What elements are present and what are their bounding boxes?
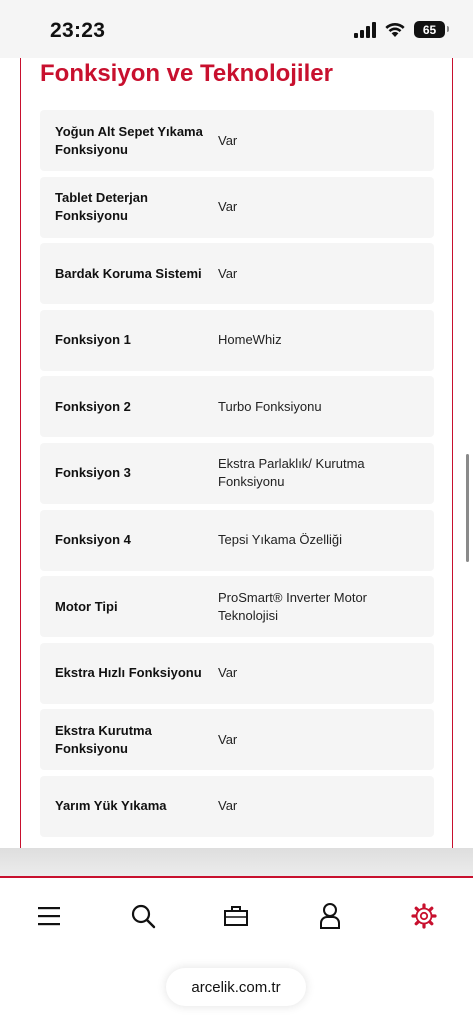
feature-row (40, 110, 434, 171)
feature-list (40, 110, 434, 843)
feature-row (40, 510, 434, 571)
feature-value: Tepsi Yıkama Özelliği (218, 532, 343, 548)
feature-value: Ekstra Parlaklık/ Kurutma Fonksiyonu (218, 456, 365, 490)
user-icon (319, 902, 341, 930)
scrollbar-thumb[interactable] (466, 454, 469, 562)
feature-value: Var (218, 731, 238, 747)
feature-value: Var (218, 665, 238, 681)
feature-value: HomeWhiz (218, 332, 282, 348)
gear-icon (411, 903, 437, 929)
feature-row (40, 709, 434, 770)
feature-row (40, 776, 434, 837)
feature-label: Motor Tipi (55, 598, 118, 614)
feature-row (40, 243, 434, 304)
feature-label: Fonksiyon 2 (55, 398, 131, 414)
status-time: 23:23 (50, 19, 106, 42)
settings-button[interactable] (410, 902, 438, 930)
feature-value: ProSmart® Inverter Motor Teknolojisi (218, 589, 368, 623)
feature-value: Var (218, 199, 238, 215)
status-bar (0, 0, 473, 58)
feature-value: Var (218, 132, 238, 148)
wifi-icon (384, 22, 406, 38)
feature-label: Ekstra Kurutma Fonksiyonu (55, 722, 152, 756)
feature-row (40, 310, 434, 371)
feature-label: Fonksiyon 1 (55, 332, 131, 348)
feature-label: Bardak Koruma Sistemi (55, 265, 202, 281)
nav-shadow (0, 848, 473, 876)
menu-icon (37, 905, 61, 927)
feature-value: Var (218, 798, 238, 814)
status-icons (354, 21, 445, 38)
section-title: Fonksiyon ve Teknolojiler (40, 60, 333, 87)
feature-label: Yarım Yük Yıkama (55, 798, 167, 814)
feature-value: Turbo Fonksiyonu (218, 398, 322, 414)
feature-row (40, 576, 434, 637)
feature-row (40, 376, 434, 437)
feature-row (40, 643, 434, 704)
feature-label: Tablet Deterjan Fonksiyonu (55, 190, 148, 224)
feature-panel (20, 58, 453, 848)
menu-button[interactable] (35, 902, 63, 930)
page-content[interactable] (0, 58, 473, 848)
briefcase-icon (223, 904, 249, 928)
search-button[interactable] (129, 902, 157, 930)
search-icon (130, 903, 156, 929)
feature-value: Var (218, 265, 238, 281)
feature-label: Fonksiyon 3 (55, 465, 131, 481)
feature-row (40, 177, 434, 238)
feature-row (40, 443, 434, 504)
address-bar[interactable]: arcelik.com.tr (166, 968, 306, 1006)
cellular-signal-icon (354, 22, 376, 38)
cart-button[interactable] (222, 902, 250, 930)
bottom-navigation (0, 878, 473, 1024)
feature-label: Ekstra Hızlı Fonksiyonu (55, 665, 202, 681)
feature-label: Yoğun Alt Sepet Yıkama Fonksiyonu (55, 123, 203, 157)
account-button[interactable] (316, 902, 344, 930)
feature-label: Fonksiyon 4 (55, 532, 131, 548)
battery-indicator: 65 (414, 21, 445, 38)
